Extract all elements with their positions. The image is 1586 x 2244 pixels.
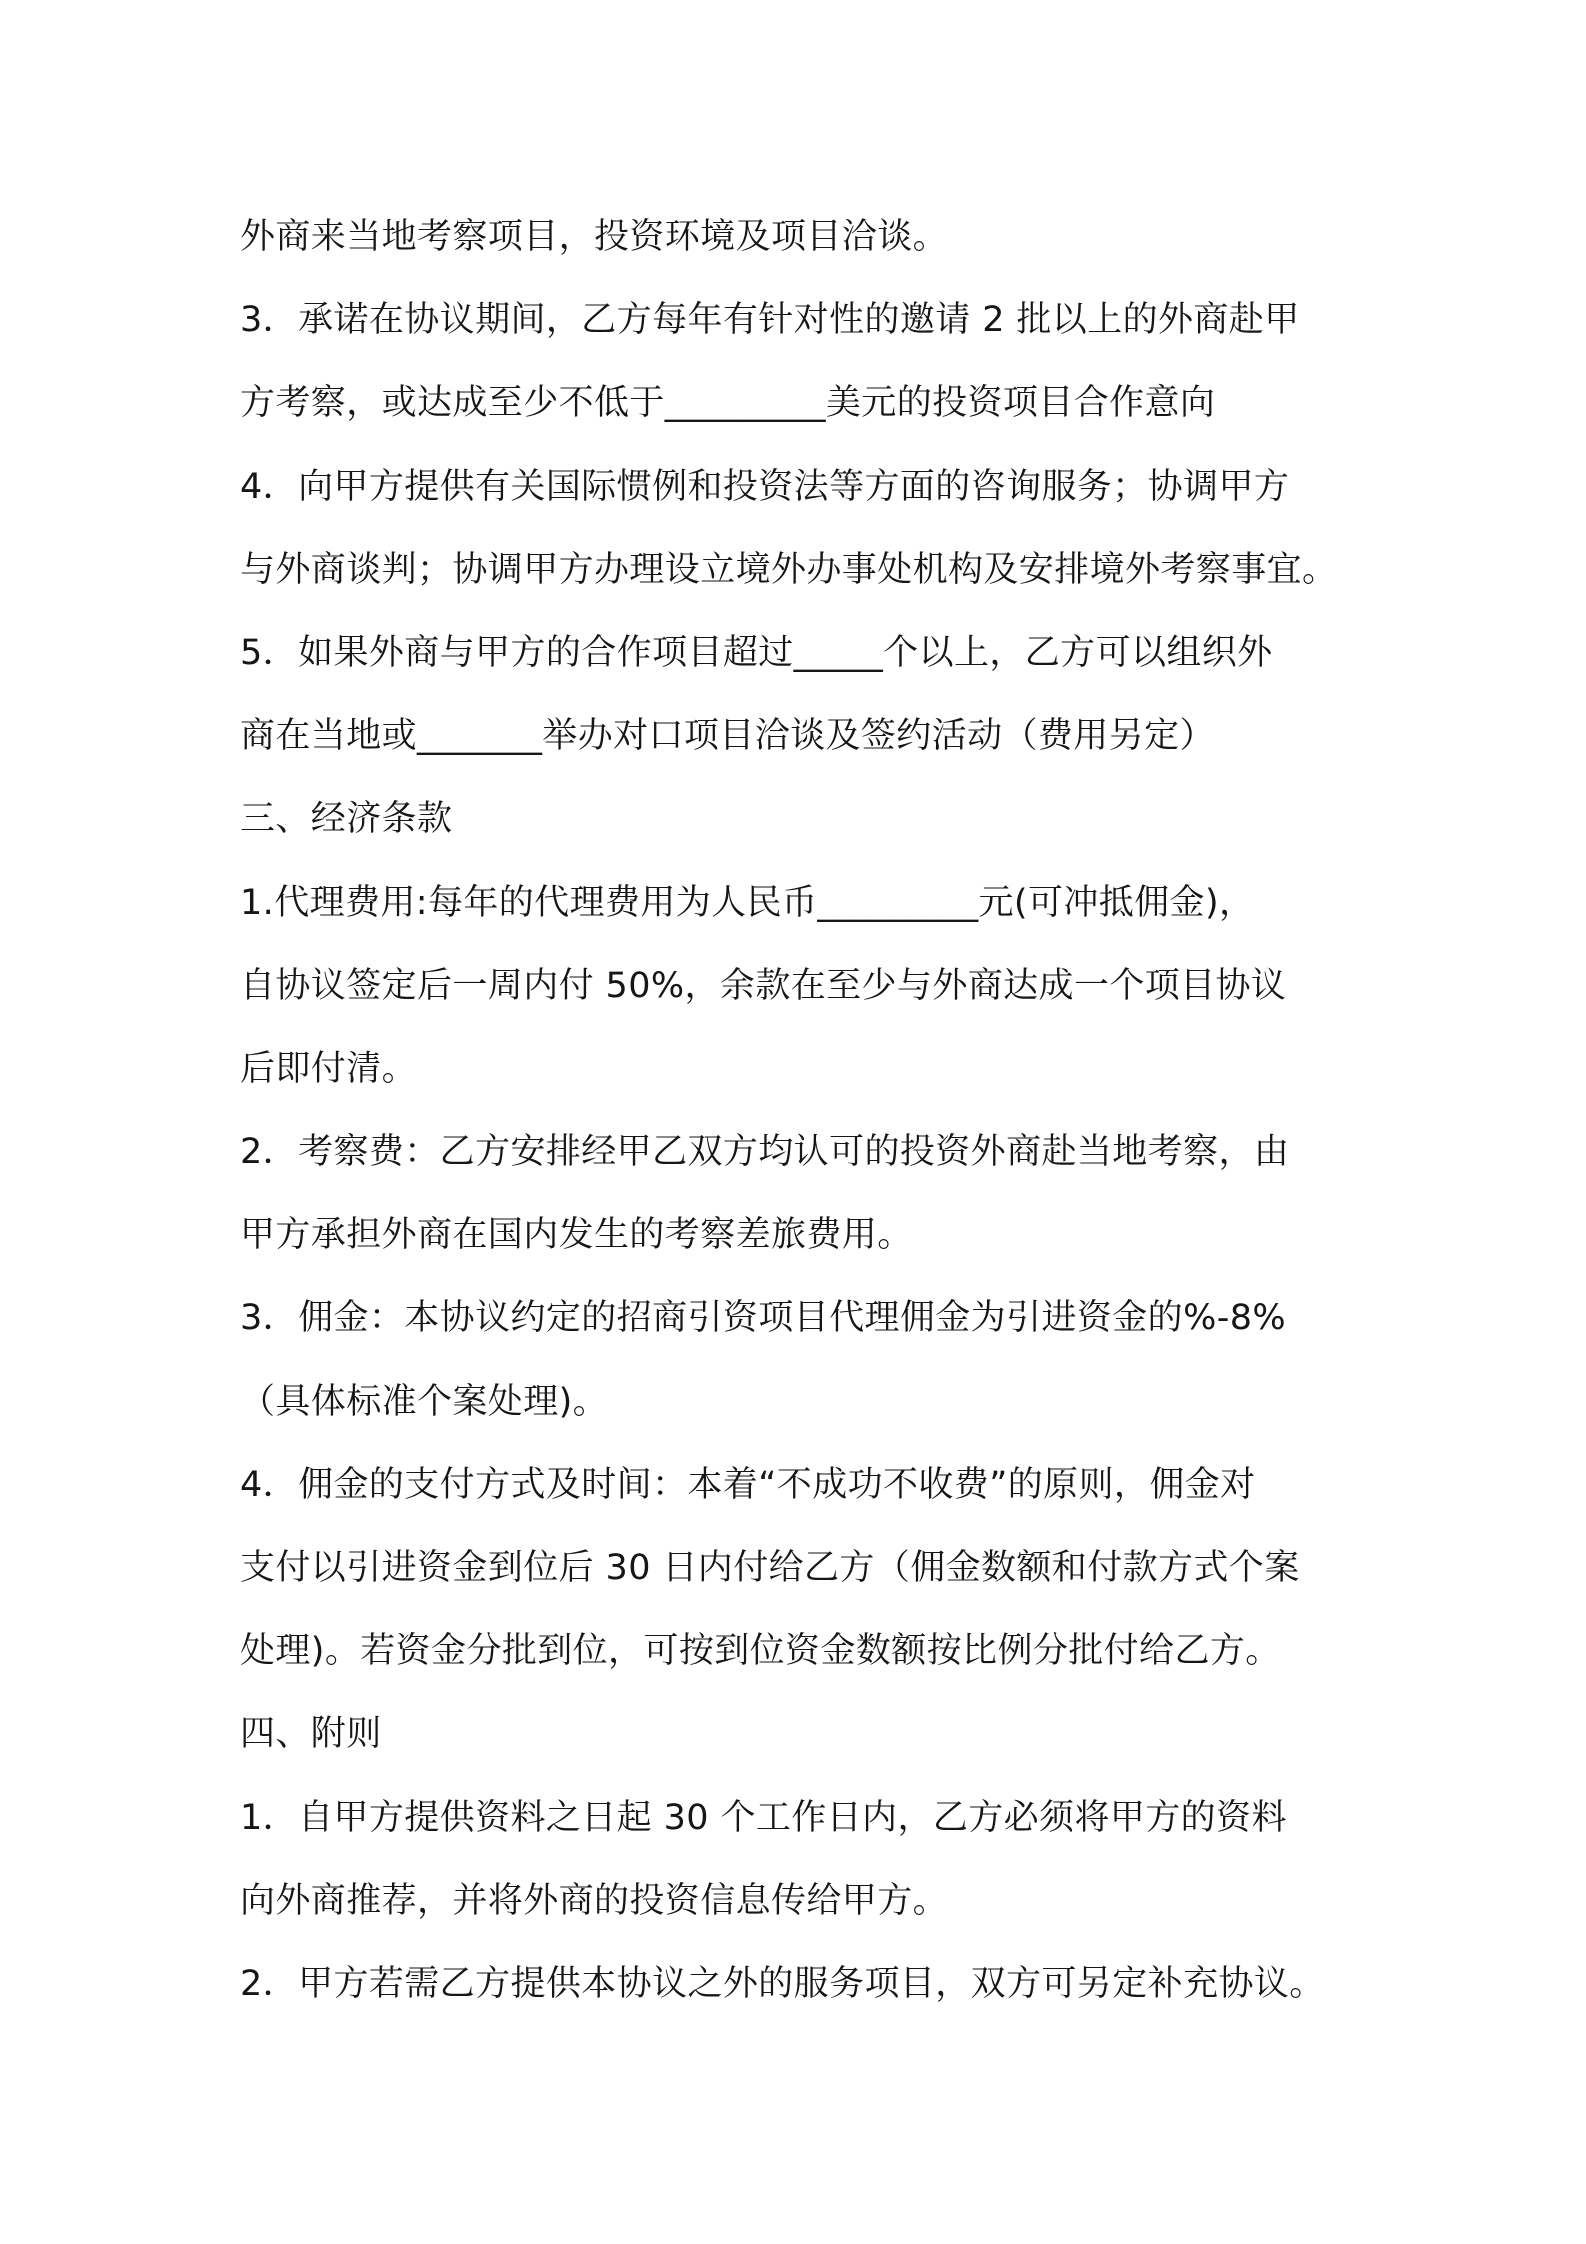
text-line: 商在当地或_______举办对口项目洽谈及签约活动（费用另定） bbox=[240, 716, 1215, 757]
text-line: 3．佣金：本协议约定的招商引资项目代理佣金为引进资金的%-8% bbox=[240, 1298, 1287, 1339]
text-line: 方考察，或达成至少不低于_________美元的投资项目合作意向 bbox=[240, 383, 1216, 424]
text-line: 5．如果外商与甲方的合作项目超过_____个以上，乙方可以组织外 bbox=[240, 632, 1273, 673]
text-line: 处理)。若资金分批到位，可按到位资金数额按比例分批付给乙方。 bbox=[240, 1631, 1281, 1672]
text-line: 2．考察费：乙方安排经甲乙双方均认可的投资外商赴当地考察，由 bbox=[240, 1132, 1290, 1173]
document-body bbox=[240, 196, 1390, 2026]
text-line: 后即付清。 bbox=[240, 1048, 418, 1089]
text-line: 3．承诺在协议期间，乙方每年有针对性的邀请 2 批以上的外商赴甲 bbox=[240, 300, 1300, 341]
text-line: 1．自甲方提供资料之日起 30 个工作日内，乙方必须将甲方的资料 bbox=[240, 1797, 1287, 1838]
text-line: 支付以引进资金到位后 30 日内付给乙方（佣金数额和付款方式个案 bbox=[240, 1548, 1300, 1588]
text-line: 与外商谈判；协调甲方办理设立境外办事处机构及安排境外考察事宜。 bbox=[240, 549, 1338, 590]
text-line: 2．甲方若需乙方提供本协议之外的服务项目，双方可另定补充协议。 bbox=[240, 1963, 1325, 2004]
text-line: 4．向甲方提供有关国际惯例和投资法等方面的咨询服务；协调甲方 bbox=[240, 466, 1290, 507]
text-line: 自协议签定后一周内付 50%，余款在至少与外商达成一个项目协议 bbox=[240, 965, 1287, 1006]
text-line: 4．佣金的支付方式及时间：本着“不成功不收费”的原则，佣金对 bbox=[240, 1464, 1256, 1505]
text-line: 1.代理费用:每年的代理费用为人民币_________元(可冲抵佣金)， bbox=[240, 882, 1255, 923]
text-line: 向外商推荐，并将外商的投资信息传给甲方。 bbox=[240, 1880, 949, 1921]
text-line: 甲方承担外商在国内发生的考察差旅费用。 bbox=[240, 1215, 913, 1256]
section-heading: 四、附则 bbox=[240, 1714, 382, 1755]
section-heading: 三、经济条款 bbox=[240, 799, 453, 840]
text-line: （具体标准个案处理)。 bbox=[240, 1381, 609, 1422]
text-line: 外商来当地考察项目，投资环境及项目洽谈。 bbox=[240, 217, 949, 257]
